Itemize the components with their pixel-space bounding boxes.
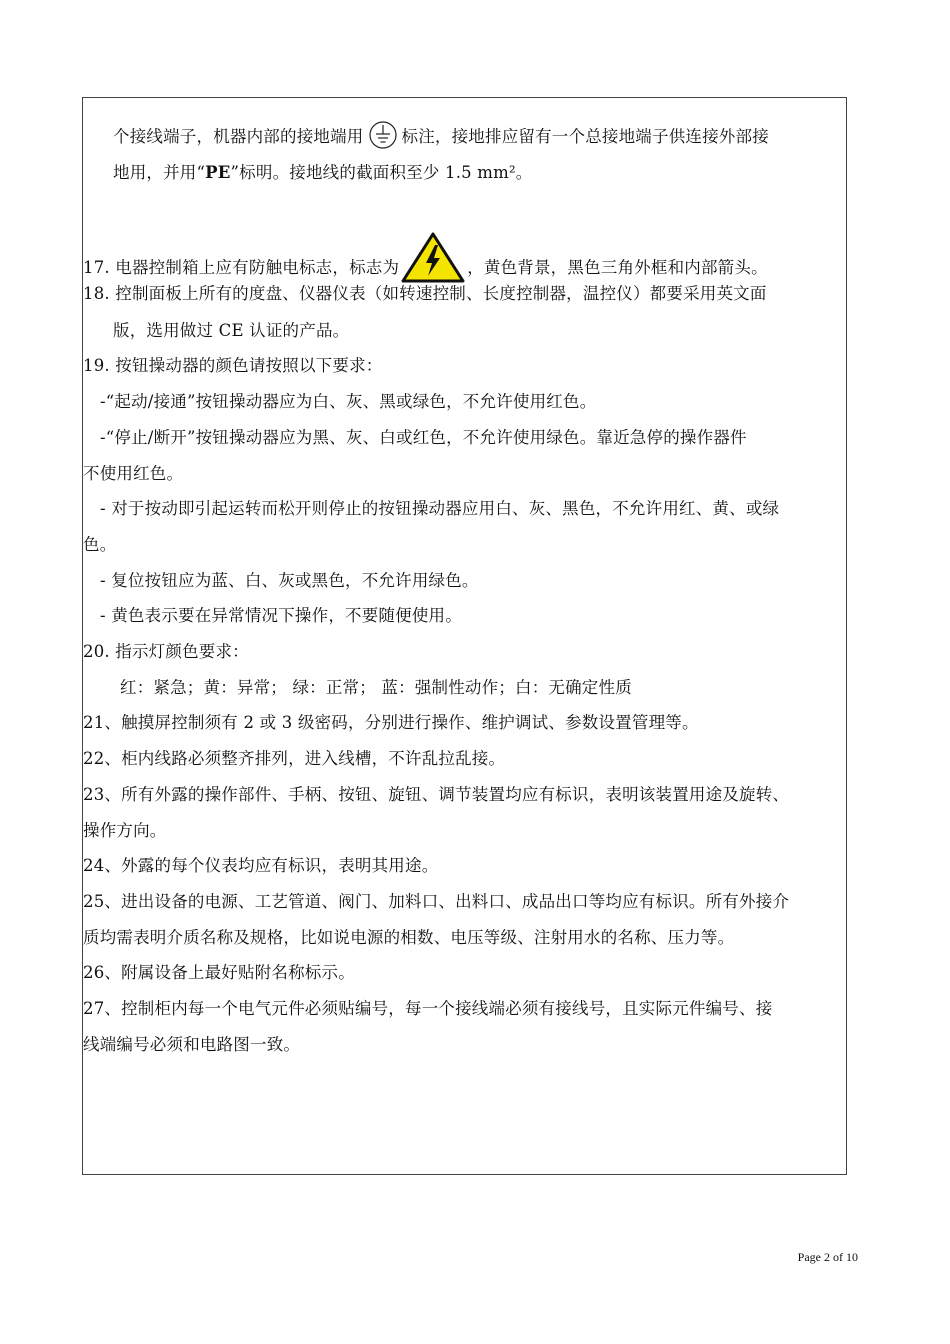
text-line: - 黄色表示要在异常情况下操作，不要随便使用。 <box>100 606 462 625</box>
text-line: 质均需表明介质名称及规格，比如说电源的相数、电压等级、注射用水的名称、压力等。 <box>83 928 735 947</box>
text-line: 版，选用做过 CE 认证的产品。 <box>113 321 350 340</box>
text-line <box>113 162 533 184</box>
electric-shock-warning-icon <box>401 231 465 283</box>
text-line: 红：紧急；黄：异常； 绿：正常； 蓝：强制性动作；白：无确定性质 <box>120 678 632 697</box>
text-line: 22、柜内线路必须整齐排列，进入线槽，不许乱拉乱接。 <box>83 749 506 768</box>
text-line: 26、附属设备上最好贴附名称标示。 <box>83 963 355 982</box>
text-line <box>113 120 769 150</box>
text-line: 21、触摸屏控制须有 2 或 3 级密码，分别进行操作、维护调试、参数设置管理等。 <box>83 713 699 732</box>
text-line: 18. 控制面板上所有的度盘、仪器仪表（如转速控制、长度控制器，温控仪）都要采用英文面 <box>83 284 767 303</box>
text-line: 23、所有外露的操作部件、手柄、按钮、旋钮、调节装置均应有标识，表明该装置用途及旋转、 <box>83 785 790 804</box>
text-line: -“停止/断开”按钮操动器应为黑、灰、白或红色，不允许使用绿色。靠近急停的操作器件 <box>100 428 747 447</box>
text-line: -“起动/接通”按钮操动器应为白、灰、黑或绿色，不允许使用红色。 <box>100 392 597 411</box>
text-span: ，黄色背景，黑色三角外框和内部箭头。 <box>467 258 768 277</box>
text-line: 25、进出设备的电源、工艺管道、阀门、加料口、出料口、成品出口等均应有标识。所有外接介 <box>83 892 790 911</box>
text-span: 地用，并用“ <box>113 163 206 182</box>
text-span: 17. 电器控制箱上应有防触电标志，标志为 <box>83 258 400 277</box>
text-line: 不使用红色。 <box>83 464 184 483</box>
text-line: 操作方向。 <box>83 821 167 840</box>
text-line: 20. 指示灯颜色要求： <box>83 642 249 661</box>
ground-symbol-icon <box>368 120 398 150</box>
text-line: - 复位按钮应为蓝、白、灰或黑色，不允许用绿色。 <box>100 571 479 590</box>
text-span: ”标明。接地线的截面积至少 1.5 mm²。 <box>230 163 533 182</box>
text-line: 24、外露的每个仪表均应有标识，表明其用途。 <box>83 856 439 875</box>
text-line: - 对于按动即引起运转而松开则停止的按钮操动器应用白、灰、黑色，不允许用红、黄、或绿 <box>100 499 780 518</box>
page-number: Page 2 of 10 <box>797 1250 858 1264</box>
text-span: 标注，接地排应留有一个总接地端子供连接外部接 <box>401 127 769 146</box>
text-line: 线端编号必须和电路图一致。 <box>83 1035 301 1054</box>
text-line <box>83 231 768 283</box>
text-line: 色。 <box>83 535 117 554</box>
text-span: 个接线端子，机器内部的接地端用 <box>113 127 364 146</box>
pe-label: PE <box>205 163 231 182</box>
text-line: 19. 按钮操动器的颜色请按照以下要求： <box>83 356 383 375</box>
text-line: 27、控制柜内每一个电气元件必须贴编号，每一个接线端必须有接线号，且实际元件编号、接 <box>83 999 773 1018</box>
